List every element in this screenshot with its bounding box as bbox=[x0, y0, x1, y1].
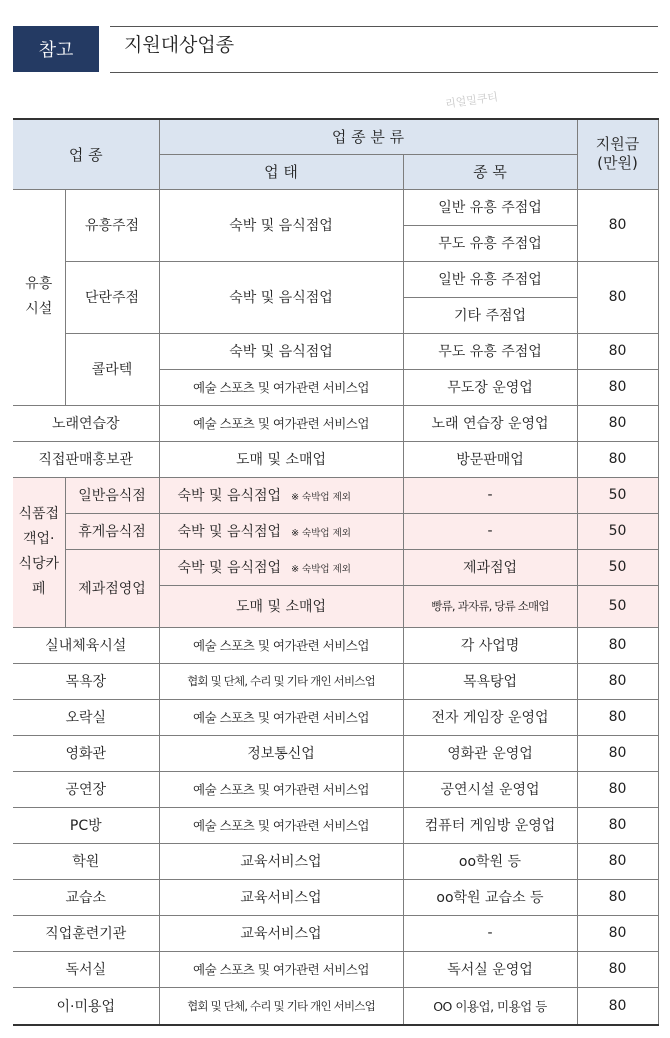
support-industry-table bbox=[13, 118, 659, 1026]
industry-cell: 독서실 bbox=[13, 951, 159, 987]
type-cell bbox=[159, 513, 403, 549]
exclusion-note: ※ 숙박업 제외 bbox=[291, 528, 351, 539]
subcategory-cell: 일반음식점 bbox=[65, 477, 159, 513]
item-cell: 제과점업 bbox=[403, 549, 577, 585]
header-classification: 업 종 분 류 bbox=[159, 119, 577, 154]
type-cell: 협회 및 단체, 수리 및 기타 개인 서비스업 bbox=[159, 663, 403, 699]
amount-cell: 80 bbox=[577, 441, 658, 477]
amount-cell: 50 bbox=[577, 513, 658, 549]
type-cell: 도매 및 소매업 bbox=[159, 441, 403, 477]
type-cell: 예술 스포츠 및 여가관련 서비스업 bbox=[159, 951, 403, 987]
type-cell: 협회 및 단체, 수리 및 기타 개인 서비스업 bbox=[159, 987, 403, 1025]
amount-cell: 80 bbox=[577, 843, 658, 879]
industry-cell: 직업훈련기관 bbox=[13, 915, 159, 951]
item-cell: 독서실 운영업 bbox=[403, 951, 577, 987]
subcategory-cell: 단란주점 bbox=[65, 261, 159, 333]
type-text: 숙박 및 음식점업 bbox=[177, 524, 282, 540]
amount-cell: 80 bbox=[577, 189, 658, 261]
type-text: 숙박 및 음식점업 bbox=[177, 488, 282, 504]
subcategory-cell: 제과점영업 bbox=[65, 549, 159, 627]
type-cell: 숙박 및 음식점업 bbox=[159, 189, 403, 261]
header-amount: 지원금 (만원) bbox=[577, 119, 658, 189]
amount-cell: 80 bbox=[577, 699, 658, 735]
group-entertainment: 유흥시설 bbox=[13, 189, 65, 405]
item-cell: 일반 유흥 주점업 bbox=[403, 261, 577, 297]
amount-cell: 80 bbox=[577, 735, 658, 771]
watermark: 리얼밀쿠티 bbox=[444, 90, 499, 111]
item-cell: 무도장 운영업 bbox=[403, 369, 577, 405]
section-badge: 참고 bbox=[13, 26, 99, 72]
amount-cell: 80 bbox=[577, 807, 658, 843]
industry-cell: 학원 bbox=[13, 843, 159, 879]
type-cell: 예술 스포츠 및 여가관련 서비스업 bbox=[159, 405, 403, 441]
item-cell: 영화관 운영업 bbox=[403, 735, 577, 771]
type-cell bbox=[159, 549, 403, 585]
item-cell: 목욕탕업 bbox=[403, 663, 577, 699]
industry-cell: 오락실 bbox=[13, 699, 159, 735]
item-cell: - bbox=[403, 915, 577, 951]
page-title: 지원대상업종 bbox=[124, 34, 235, 56]
exclusion-note: ※ 숙박업 제외 bbox=[291, 492, 351, 503]
amount-cell: 80 bbox=[577, 987, 658, 1025]
industry-cell: 교습소 bbox=[13, 879, 159, 915]
amount-cell: 50 bbox=[577, 549, 658, 585]
item-cell: oo학원 교습소 등 bbox=[403, 879, 577, 915]
type-cell: 예술 스포츠 및 여가관련 서비스업 bbox=[159, 369, 403, 405]
item-cell: 빵류, 과자류, 당류 소매업 bbox=[403, 585, 577, 627]
type-cell: 예술 스포츠 및 여가관련 서비스업 bbox=[159, 771, 403, 807]
item-cell: 각 사업명 bbox=[403, 627, 577, 663]
item-cell: 기타 주점업 bbox=[403, 297, 577, 333]
industry-cell: 직접판매홍보관 bbox=[13, 441, 159, 477]
exclusion-note: ※ 숙박업 제외 bbox=[291, 564, 351, 575]
amount-cell: 80 bbox=[577, 771, 658, 807]
item-cell: 무도 유흥 주점업 bbox=[403, 225, 577, 261]
amount-cell: 80 bbox=[577, 405, 658, 441]
industry-cell: 공연장 bbox=[13, 771, 159, 807]
industry-cell: 영화관 bbox=[13, 735, 159, 771]
item-cell: 무도 유흥 주점업 bbox=[403, 333, 577, 369]
item-cell: - bbox=[403, 477, 577, 513]
amount-cell: 80 bbox=[577, 879, 658, 915]
type-cell: 도매 및 소매업 bbox=[159, 585, 403, 627]
subcategory-cell: 콜라텍 bbox=[65, 333, 159, 405]
item-cell: 컴퓨터 게임방 운영업 bbox=[403, 807, 577, 843]
header-bottom-rule bbox=[110, 72, 658, 73]
item-cell: 전자 게임장 운영업 bbox=[403, 699, 577, 735]
type-cell: 교육서비스업 bbox=[159, 879, 403, 915]
amount-cell: 80 bbox=[577, 261, 658, 333]
item-cell: oo학원 등 bbox=[403, 843, 577, 879]
item-cell: 방문판매업 bbox=[403, 441, 577, 477]
header-item: 종 목 bbox=[403, 154, 577, 189]
item-cell: 일반 유흥 주점업 bbox=[403, 189, 577, 225]
subcategory-cell: 유흥주점 bbox=[65, 189, 159, 261]
type-cell bbox=[159, 477, 403, 513]
industry-cell: 실내체육시설 bbox=[13, 627, 159, 663]
amount-cell: 50 bbox=[577, 585, 658, 627]
item-cell: OO 이용업, 미용업 등 bbox=[403, 987, 577, 1025]
header-top-rule bbox=[110, 26, 658, 27]
item-cell: 공연시설 운영업 bbox=[403, 771, 577, 807]
amount-cell: 80 bbox=[577, 951, 658, 987]
type-cell: 예술 스포츠 및 여가관련 서비스업 bbox=[159, 627, 403, 663]
industry-cell: 노래연습장 bbox=[13, 405, 159, 441]
amount-cell: 80 bbox=[577, 333, 658, 369]
type-cell: 예술 스포츠 및 여가관련 서비스업 bbox=[159, 699, 403, 735]
amount-cell: 80 bbox=[577, 369, 658, 405]
type-cell: 숙박 및 음식점업 bbox=[159, 261, 403, 333]
subcategory-cell: 휴게음식점 bbox=[65, 513, 159, 549]
group-food-service: 식품접객업·식당카페 bbox=[13, 477, 65, 627]
amount-cell: 80 bbox=[577, 627, 658, 663]
type-cell: 교육서비스업 bbox=[159, 915, 403, 951]
item-cell: 노래 연습장 운영업 bbox=[403, 405, 577, 441]
industry-cell: 목욕장 bbox=[13, 663, 159, 699]
type-cell: 정보통신업 bbox=[159, 735, 403, 771]
amount-cell: 50 bbox=[577, 477, 658, 513]
industry-cell: 이·미용업 bbox=[13, 987, 159, 1025]
item-cell: - bbox=[403, 513, 577, 549]
type-cell: 숙박 및 음식점업 bbox=[159, 333, 403, 369]
amount-cell: 80 bbox=[577, 915, 658, 951]
header-type: 업 태 bbox=[159, 154, 403, 189]
type-cell: 교육서비스업 bbox=[159, 843, 403, 879]
amount-cell: 80 bbox=[577, 663, 658, 699]
header-industry: 업 종 bbox=[13, 119, 159, 189]
type-cell: 예술 스포츠 및 여가관련 서비스업 bbox=[159, 807, 403, 843]
type-text: 숙박 및 음식점업 bbox=[177, 560, 282, 576]
industry-cell: PC방 bbox=[13, 807, 159, 843]
